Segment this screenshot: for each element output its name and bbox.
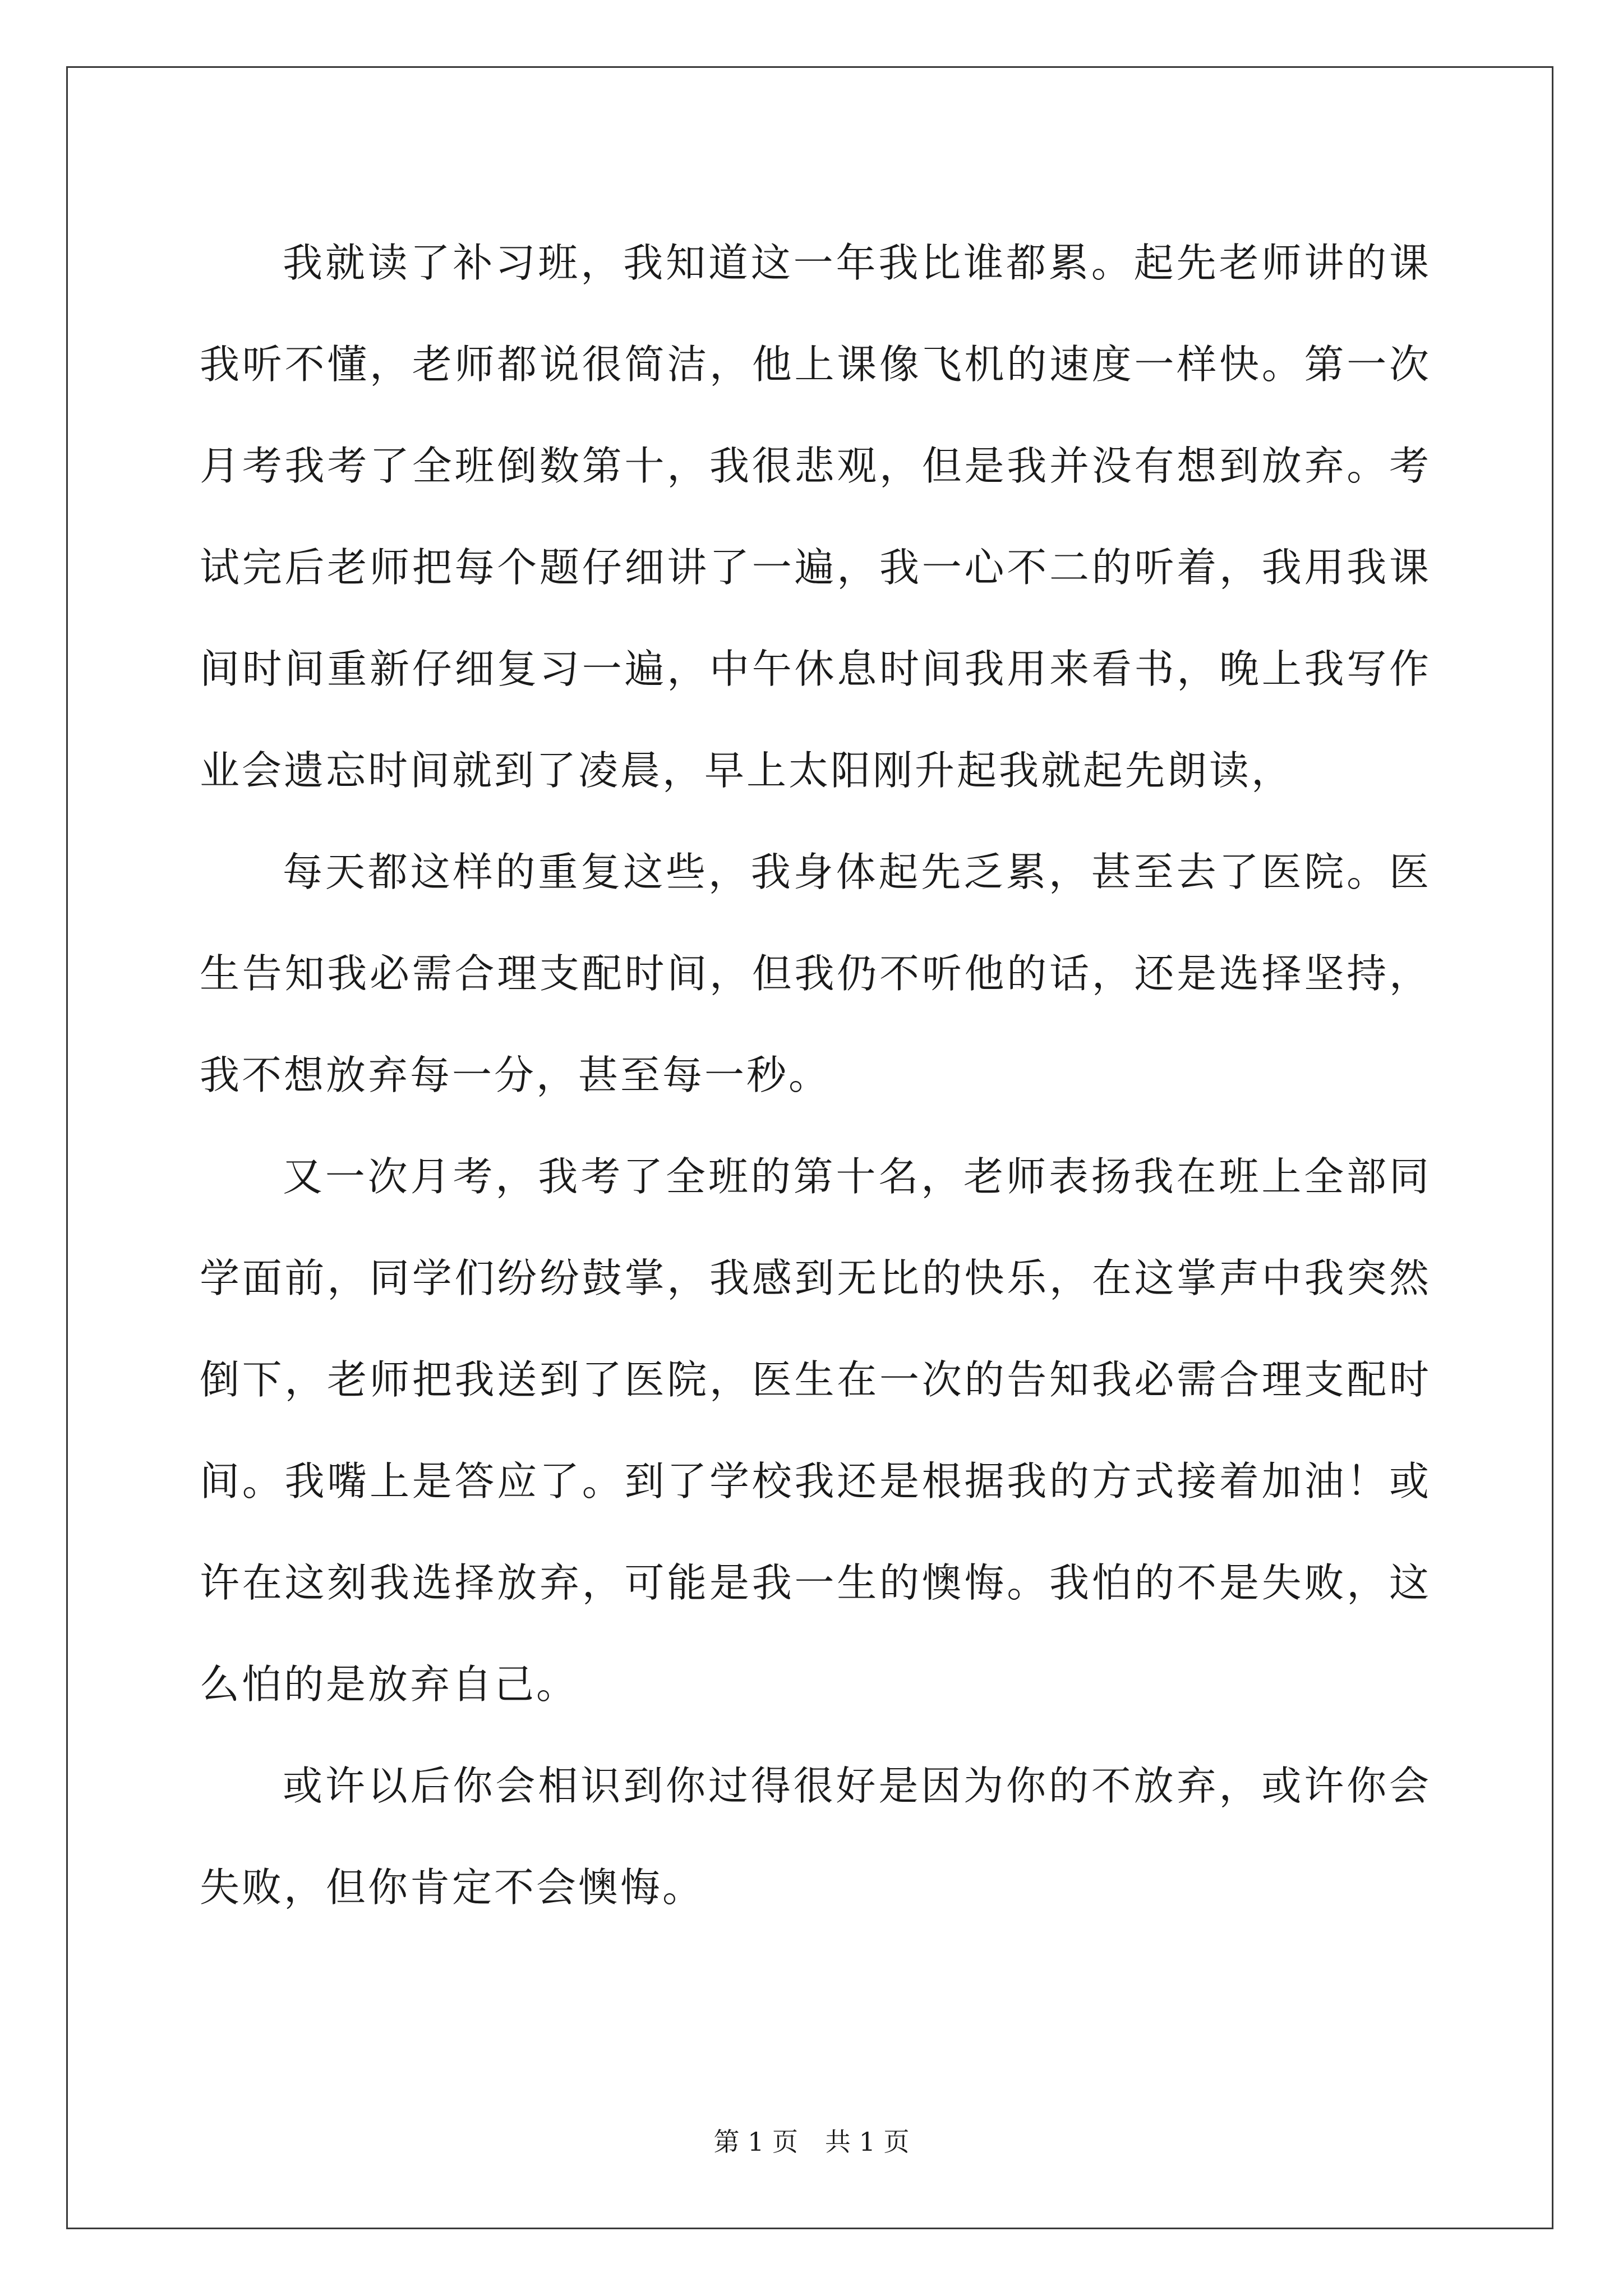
document-body [200,212,1431,1938]
paragraph-3: 又一次月考，我考了全班的第十名，老师表扬我在班上全部同学面前，同学们纷纷鼓掌，我感到无比的快乐，在这掌声中我突然倒下，老师把我送到了医院，医生在一次的告知我必需合理支配时间。我嘴上是答应了。到了学校我还是根据我的方式接着加油！或许在这刻我选择放弃，可能是我一生的懊悔。我怕的不是失败，这么怕的是放弃自己。 [200,1153,1431,1708]
paragraph-1: 我就读了补习班，我知道这一年我比谁都累。起先老师讲的课我听不懂，老师都说很简洁，他上课像飞机的速度一样快。第一次月考我考了全班倒数第十，我很悲观，但是我并没有想到放弃。考试完后老师把每个题仔细讲了一遍，我一心不二的听着，我用我课间时间重新仔细复习一遍，中午休息时间我用来看书，晚上我写作业会遗忘时间就到了凌晨，早上太阳刚升起我就起先朗读， [200,240,1431,794]
page-number: 第 1 页 [713,2127,798,2157]
paragraph-2: 每天都这样的重复这些，我身体起先乏累，甚至去了医院。医生告知我必需合理支配时间，但我仍不听他的话，还是选择坚持，我不想放弃每一分，甚至每一秒。 [200,849,1431,1098]
page-total: 共 1 页 [825,2127,910,2157]
page-footer [0,2122,1623,2159]
paragraph-4: 或许以后你会相识到你过得很好是因为你的不放弃，或许你会失败，但你肯定不会懊悔。 [200,1763,1431,1911]
